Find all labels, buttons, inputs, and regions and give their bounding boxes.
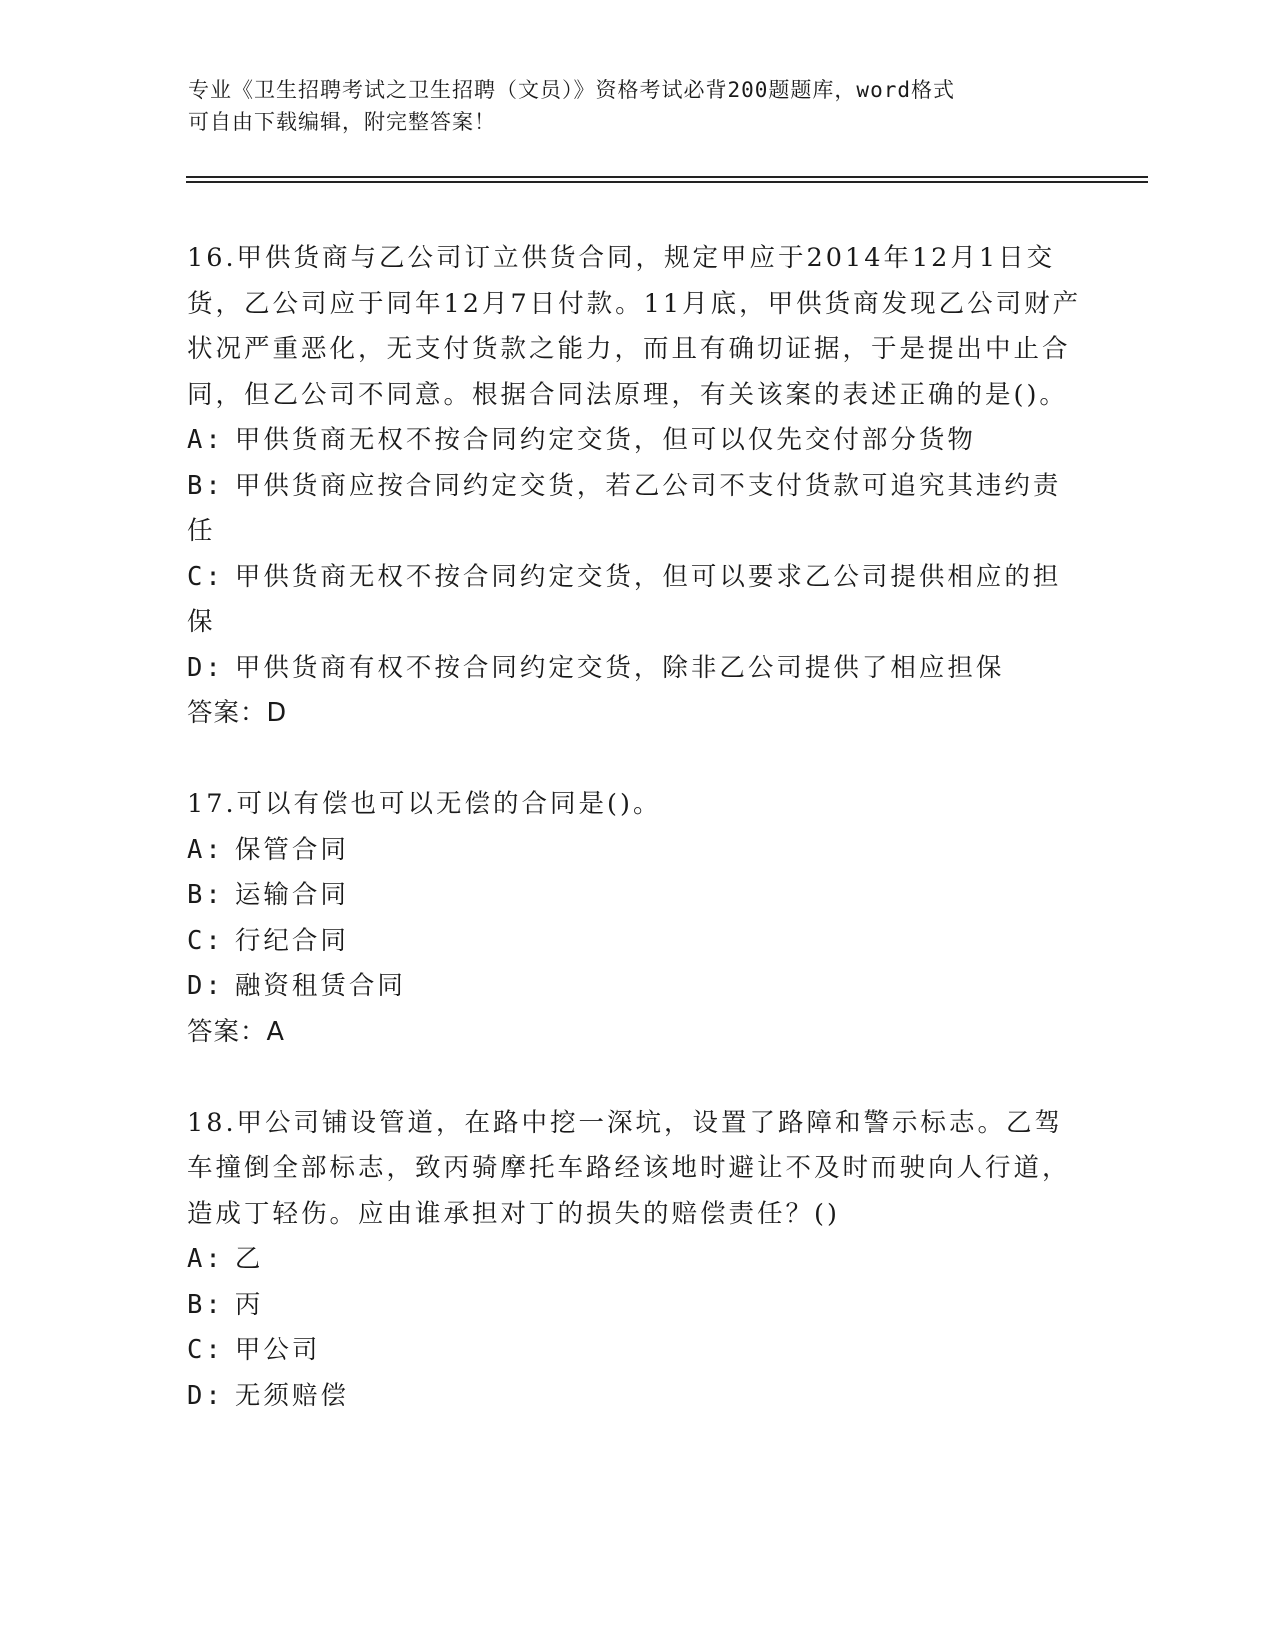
option-letter: A:	[187, 1244, 224, 1274]
header-rule-top	[186, 176, 1148, 178]
option-text: 保管合同	[234, 834, 349, 865]
question-18	[187, 1101, 1082, 1420]
answer-line: 答案：D	[187, 698, 288, 728]
option-letter: C:	[187, 561, 224, 592]
option-letter: B:	[187, 880, 224, 910]
question-stem: 18.甲公司铺设管道，在路中挖一深坑，设置了路障和警示标志。乙驾车撞倒全部标志，致丙骑摩托车路经该地时避让不及时而驶向人行道，造成丁轻伤。应由谁承担对丁的损失的赔偿责任？()	[187, 1107, 1071, 1229]
option-b	[187, 873, 1082, 919]
question-list	[187, 236, 1082, 1419]
option-letter: B:	[187, 470, 224, 501]
question-gap	[187, 737, 1082, 783]
option-text: 行纪合同	[234, 925, 349, 956]
option-text: 甲供货商有权不按合同约定交货，除非乙公司提供了相应担保	[234, 652, 1005, 683]
option-text: 运输合同	[234, 880, 349, 910]
option-text: 无须赔偿	[234, 1380, 349, 1411]
question-16	[187, 236, 1082, 737]
option-letter: A:	[187, 425, 224, 455]
header-line-2: 可自由下载编辑，附完整答案！	[188, 110, 496, 134]
option-c	[187, 919, 1082, 965]
option-text: 甲公司	[234, 1335, 321, 1365]
option-letter: A:	[187, 834, 224, 865]
option-text: 融资租赁合同	[234, 971, 406, 1001]
option-text: 甲供货商无权不按合同约定交货，但可以要求乙公司提供相应的担保	[187, 561, 1062, 637]
option-d	[187, 646, 1082, 692]
option-letter: D:	[187, 652, 224, 683]
option-a	[187, 1237, 1082, 1283]
answer-line: 答案：A	[187, 1016, 285, 1047]
option-b	[187, 1283, 1082, 1329]
question-stem: 16.甲供货商与乙公司订立供货合同，规定甲应于2014年12月1日交货，乙公司应于同年12月7日付款。11月底，甲供货商发现乙公司财产状况严重恶化，无支付货款之能力，而且有确切证据，于是提出中止合同，但乙公司不同意。根据合同法原理，有关该案的表述正确的是()。	[187, 243, 1082, 410]
option-text: 甲供货商应按合同约定交货，若乙公司不支付货款可追究其违约责任	[187, 470, 1062, 546]
question-17	[187, 782, 1082, 1055]
question-stem: 17.可以有偿也可以无偿的合同是()。	[187, 789, 662, 819]
header-rule-bottom	[186, 181, 1148, 183]
option-text: 乙	[234, 1244, 264, 1274]
option-letter: C:	[187, 925, 224, 956]
option-d	[187, 964, 1082, 1010]
header-line-1: 专业《卫生招聘考试之卫生招聘（文员）》资格考试必背200题题库，word格式	[188, 78, 955, 102]
option-letter: C:	[187, 1335, 224, 1365]
option-a	[187, 828, 1082, 874]
option-text: 丙	[234, 1289, 264, 1320]
document-header	[188, 74, 1068, 138]
option-letter: D:	[187, 971, 224, 1001]
option-b	[187, 464, 1082, 555]
option-letter: D:	[187, 1380, 224, 1411]
option-a	[187, 418, 1082, 464]
option-text: 甲供货商无权不按合同约定交货，但可以仅先交付部分货物	[234, 425, 976, 455]
option-c	[187, 555, 1082, 646]
option-d	[187, 1374, 1082, 1420]
option-letter: B:	[187, 1289, 224, 1320]
question-gap	[187, 1055, 1082, 1101]
option-c	[187, 1328, 1082, 1374]
